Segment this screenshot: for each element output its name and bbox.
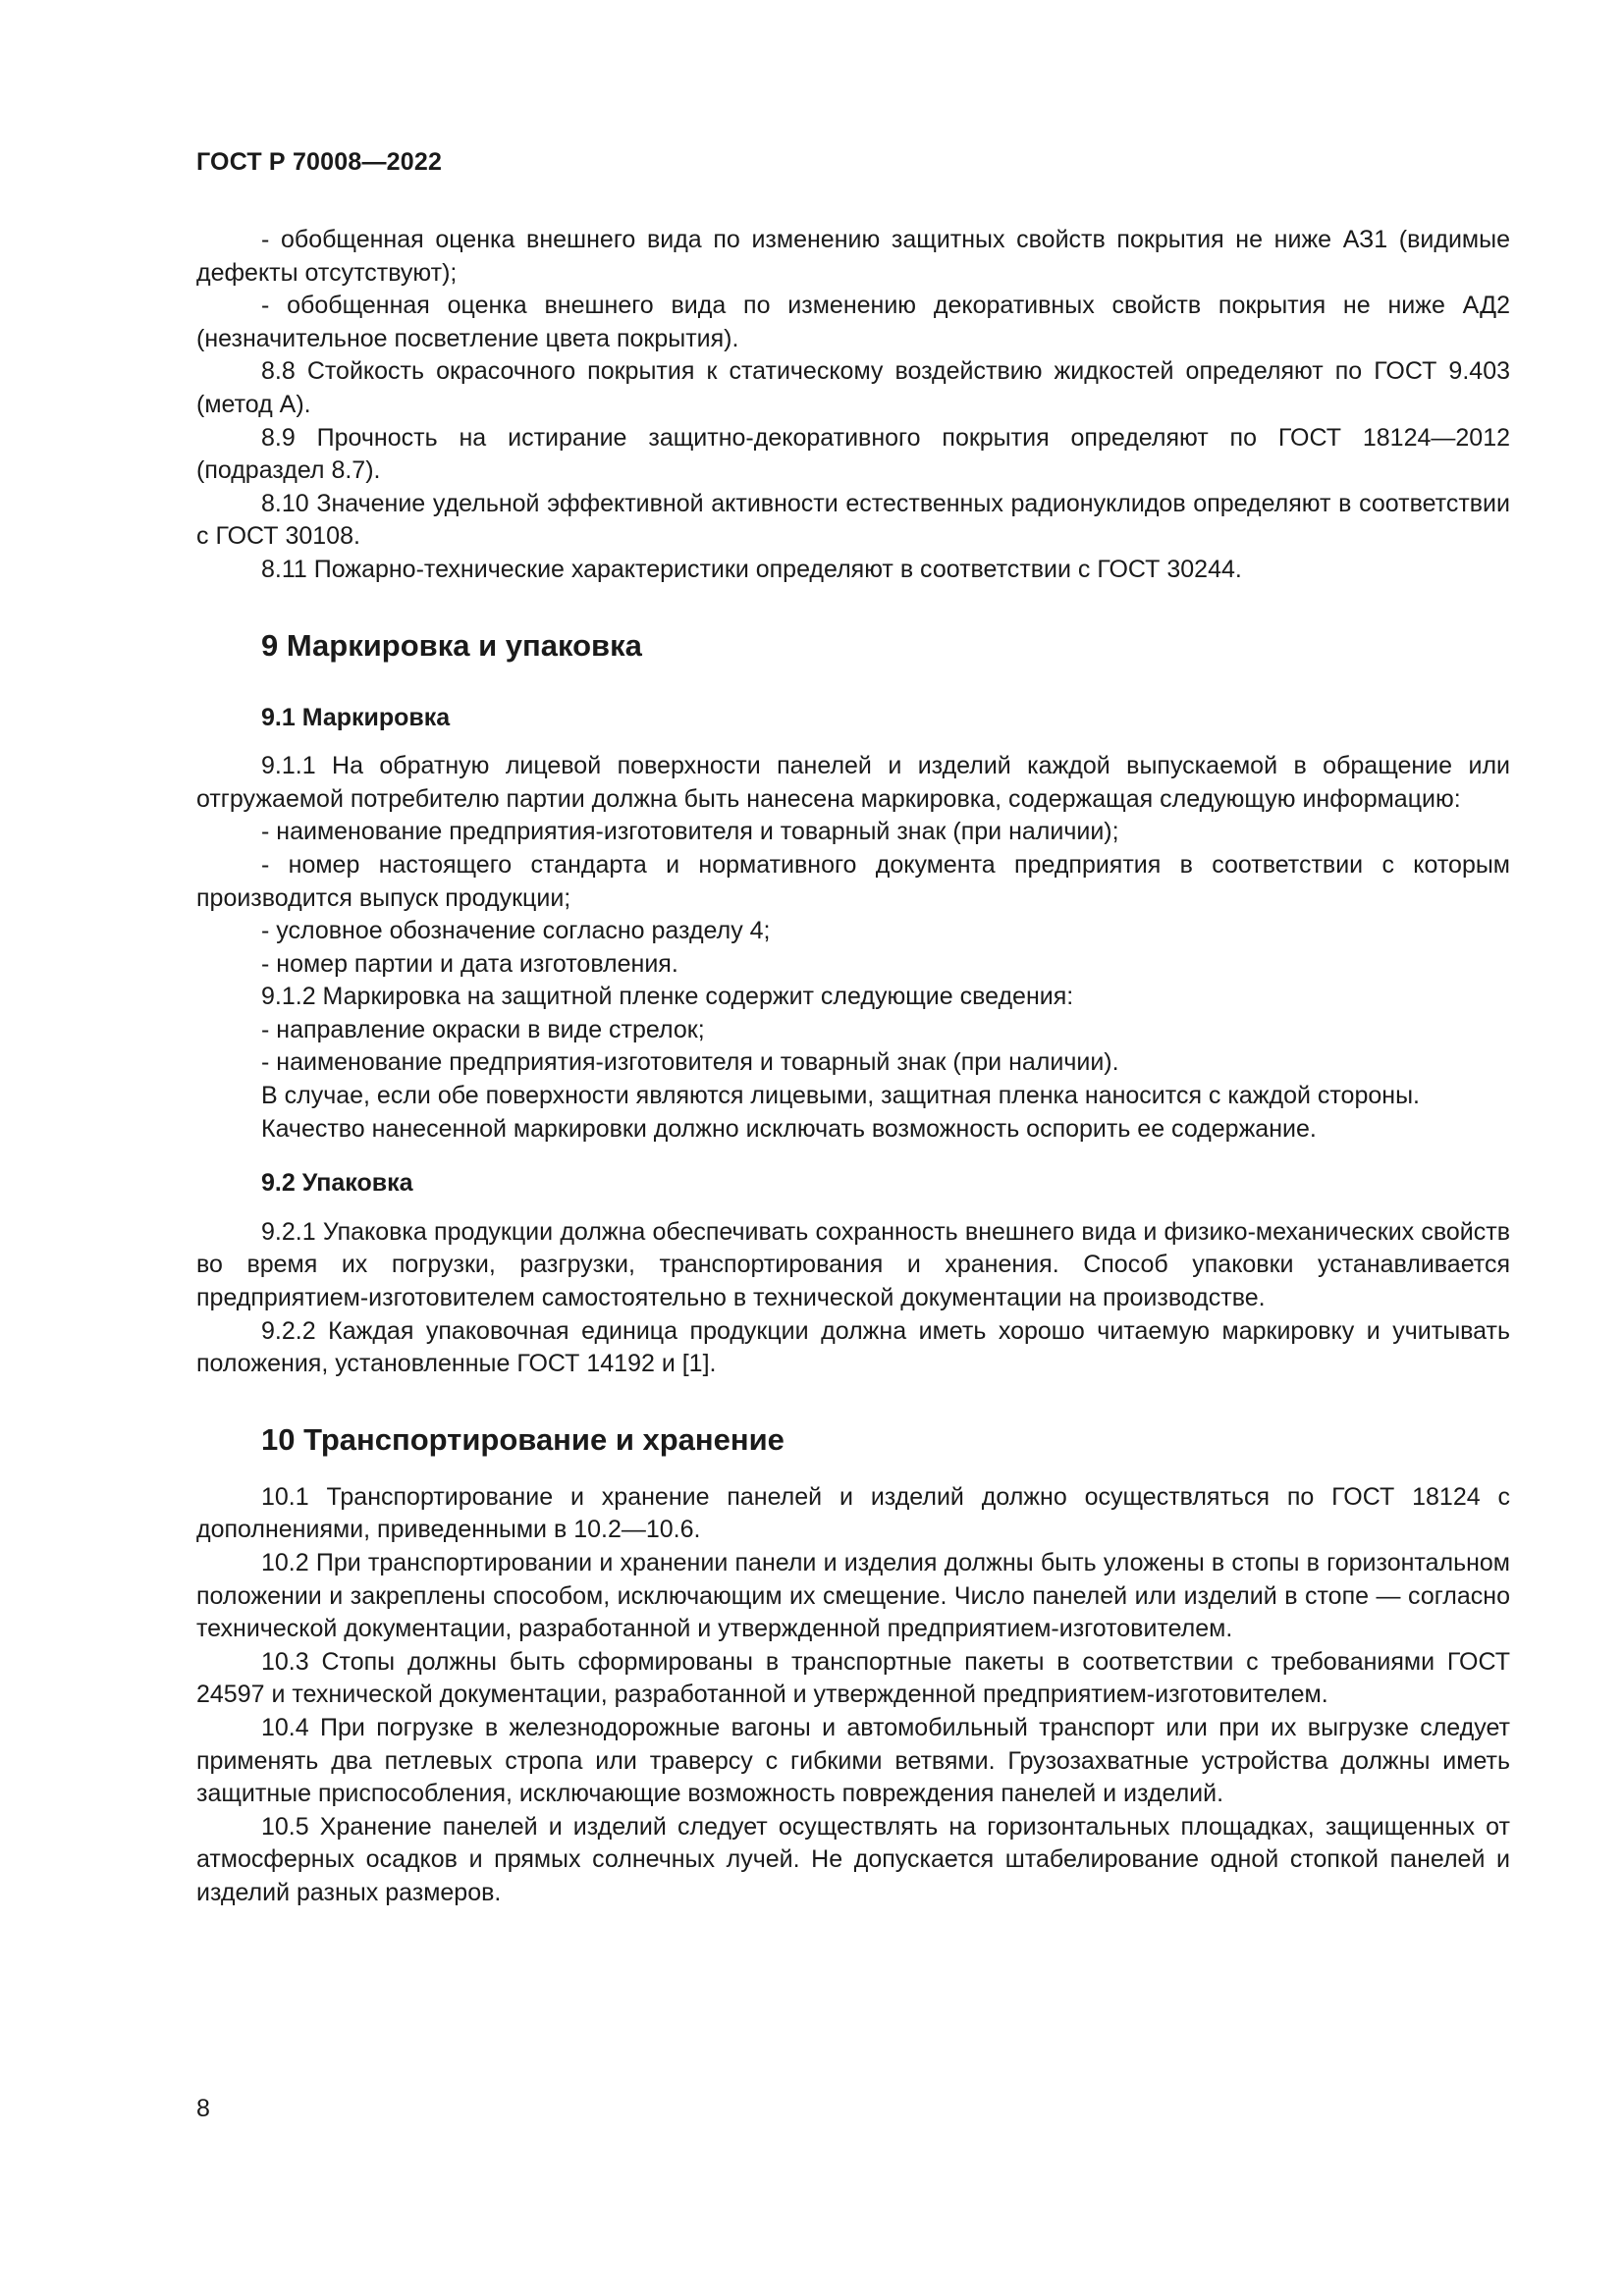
paragraph: - обобщенная оценка внешнего вида по изменению декоративных свойств покрытия не ниже АД2 (незначительное посветление цвета покрытия). bbox=[196, 292, 1510, 352]
paragraph: - номер партии и дата изготовления. bbox=[261, 949, 678, 978]
paragraph: 8.8 Стойкость окрасочного покрытия к статическому воздействию жидкостей определяют по ГОСТ 9.403 (метод А). bbox=[196, 357, 1510, 418]
paragraph: 10.3 Стопы должны быть сформированы в транспортные пакеты в соответствии с требованиями ГОСТ 24597 и технической документации, разработанной и утвержденной предприятием-изготовителем. bbox=[196, 1647, 1510, 1709]
paragraph: - номер настоящего стандарта и нормативного документа предприятия в соответствии с которым производится выпуск продукции; bbox=[196, 850, 1510, 912]
paragraph: В случае, если обе поверхности являются лицевыми, защитная пленка наносится с каждой стороны. bbox=[261, 1082, 1420, 1110]
paragraph: 8.10 Значение удельной эффективной активности естественных радионуклидов определяют в соответствии с ГОСТ 30108. bbox=[196, 489, 1510, 551]
paragraph: 9.2.2 Каждая упаковочная единица продукции должна иметь хорошо читаемую маркировку и учитывать положения, установленные ГОСТ 14192 и [1]. bbox=[196, 1316, 1510, 1378]
paragraph: - обобщенная оценка внешнего вида по изменению защитных свойств покрытия не ниже АЗ1 (видимые дефекты отсутствуют); bbox=[196, 226, 1510, 287]
paragraph: - направление окраски в виде стрелок; bbox=[261, 1015, 705, 1043]
section-10-heading: 10 Транспортирование и хранение bbox=[261, 1421, 785, 1457]
paragraph: 10.2 При транспортировании и хранении панели и изделия должны быть уложены в стопы в горизонтальном положении и закреплены способом, исключающим их смещение. Число панелей или изделий в стопе — согласно технической документации, разработанной и утвержденной предприятием-изготовителем. bbox=[196, 1549, 1510, 1643]
paragraph: 9.1.1 На обратную лицевой поверхности панелей и изделий каждой выпускаемой в обращение или отгружаемой потребителю партии должна быть нанесена маркировка, содержащая следующую информацию: bbox=[196, 752, 1510, 813]
section-9-heading: 9 Маркировка и упаковка bbox=[261, 627, 642, 663]
subsection-9-1-heading: 9.1 Маркировка bbox=[261, 703, 451, 731]
page-number: 8 bbox=[196, 2095, 210, 2122]
document-body bbox=[196, 224, 1510, 1910]
paragraph: 10.5 Хранение панелей и изделий следует осуществлять на горизонтальных площадках, защищенных от атмосферных осадков и прямых солнечных лучей. Не допускается штабелирование одной стопкой панелей и изделий разных размеров. bbox=[196, 1812, 1510, 1906]
document-header: ГОСТ Р 70008—2022 bbox=[196, 148, 443, 176]
paragraph: - наименование предприятия-изготовителя и товарный знак (при наличии); bbox=[261, 818, 1119, 846]
paragraph: Качество нанесенной маркировки должно исключать возможность оспорить ее содержание. bbox=[261, 1114, 1317, 1143]
paragraph: 8.9 Прочность на истирание защитно-декоративного покрытия определяют по ГОСТ 18124—2012 (подраздел 8.7). bbox=[196, 423, 1510, 485]
paragraph: - условное обозначение согласно разделу 4; bbox=[261, 917, 771, 945]
paragraph: 9.2.1 Упаковка продукции должна обеспечивать сохранность внешнего вида и физико-механических свойств во время их погрузки, разгрузки, транспортирования и хранения. Способ упаковки устанавливается предприятием-изготовителем самостоятельно в технической документации на производстве. bbox=[196, 1217, 1510, 1312]
paragraph: 10.1 Транспортирование и хранение панелей и изделий должно осуществляться по ГОСТ 18124 с дополнениями, приведенными в 10.2—10.6. bbox=[196, 1482, 1510, 1544]
paragraph: 9.1.2 Маркировка на защитной пленке содержит следующие сведения: bbox=[261, 983, 1074, 1011]
paragraph: 10.4 При погрузке в железнодорожные вагоны и автомобильный транспорт или при их выгрузке следует применять два петлевых стропа или траверсу с гибкими ветвями. Грузозахватные устройства должны иметь защитные приспособления, исключающие возможность повреждения панелей и изделий. bbox=[196, 1713, 1510, 1808]
paragraph: - наименование предприятия-изготовителя и товарный знак (при наличии). bbox=[261, 1048, 1119, 1077]
paragraph: 8.11 Пожарно-технические характеристики определяют в соответствии с ГОСТ 30244. bbox=[261, 555, 1242, 583]
subsection-9-2-heading: 9.2 Упаковка bbox=[261, 1169, 413, 1198]
